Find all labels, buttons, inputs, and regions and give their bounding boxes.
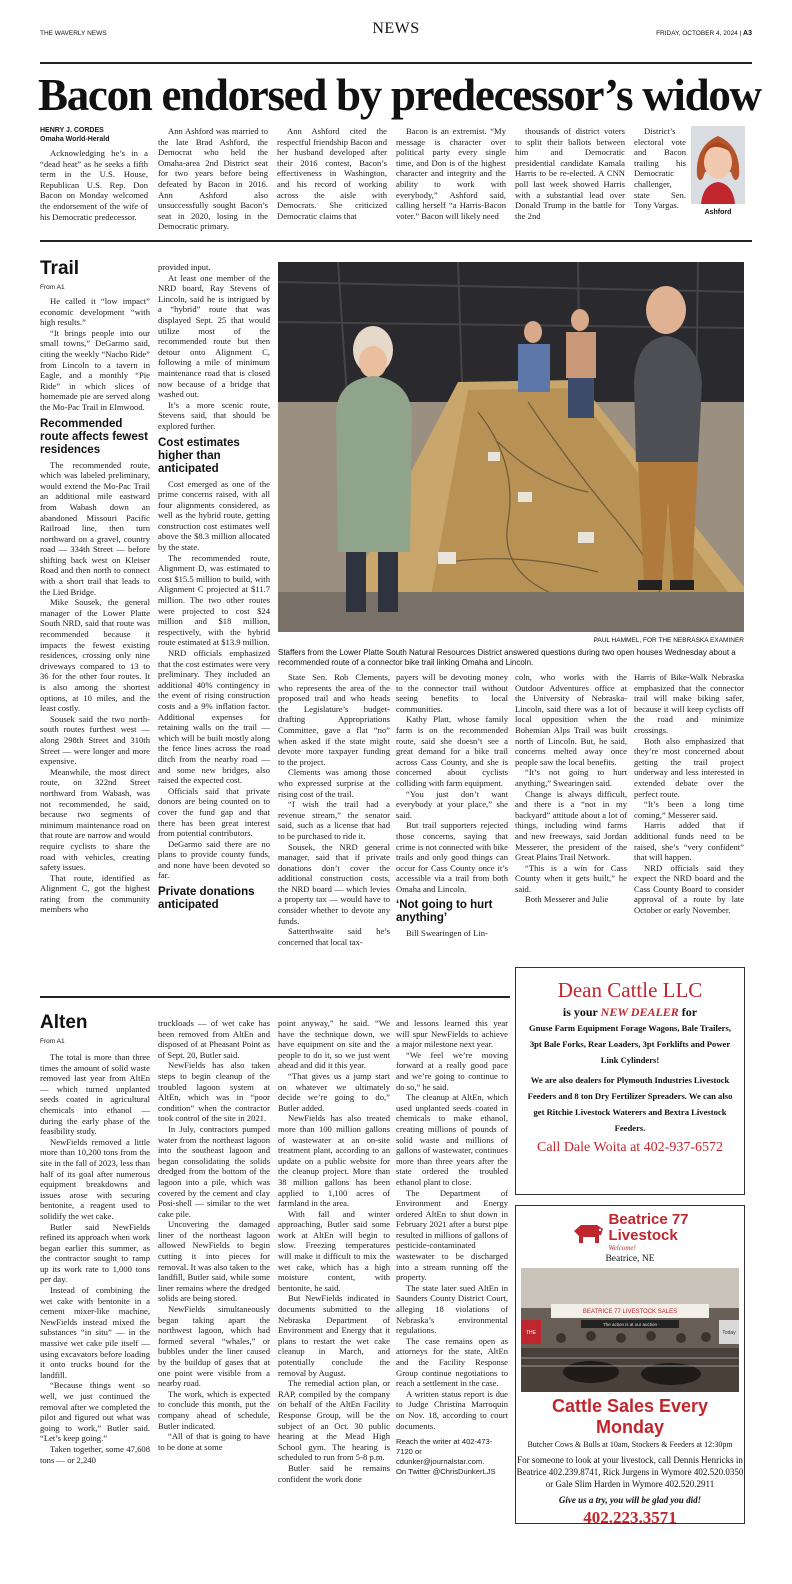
paragraph: Meanwhile, the most direct route, on 322nd Street northward from Wabash, was not recommended, he said, because two segments of minimum maintenance road on that route are narrow and would require cyclists to share the road with vehicles, creating safety issues. xyxy=(40,766,150,873)
paragraph: Harris of Bike-Walk Nebraska emphasized that the connector trail will make biking safer, because it will keep cyclists off the road and minimize crossings. xyxy=(634,672,744,735)
ad-title: Dean Cattle LLC xyxy=(557,978,703,1002)
byline-author: HENRY J. CORDES xyxy=(40,127,104,134)
paragraph: Ann Ashford was married to the late Brad Ashford, the Democrat who held the Omaha-area 2nd District seat for two years before being defeated by Bacon in 2016. Ann Ashford also unsuccessfully sought Bacon’s seat in 2020, losing in the Democratic primary. xyxy=(158,126,268,232)
paragraph: Cost emerged as one of the prime concerns raised, with all four alignments considered, as well as the hybrid route, getting construction cost estimates well above the $8.3 million allocated by the state. xyxy=(158,478,270,553)
paragraph: NewFields removed a little more than 10,200 tons from the site in the fall of 2023, less than half of its goal after numerous equipment breakdowns and issues arose with securing bentonite, a reagent used to solidify the wet cake. xyxy=(40,1136,150,1221)
paragraph: provided input. xyxy=(158,262,211,272)
paragraph: and lessons learned this year will spur NewFields to achieve a major milestone next year. xyxy=(396,1018,508,1050)
paragraph: Both Messerer and Julie xyxy=(525,894,609,905)
bacon-col-2 xyxy=(158,126,268,236)
trail-col-3 xyxy=(278,672,390,964)
barn-sign-text: BEATRICE 77 LIVESTOCK SALES xyxy=(582,1309,678,1315)
ad-brand-2: Livestock xyxy=(608,1227,678,1244)
paragraph: The cleanup at AltEn, which used unplanted seeds coated in chemicals to make ethanol, creating millions of pounds of solid waste and millions of gallons of wastewater, continues more than three years after the state ordered the troubled ethanol plant to close. xyxy=(396,1092,508,1187)
paragraph: “That gives us a jump start on whatever we ultimately decide we’re going to do,” Butler added. xyxy=(278,1070,390,1113)
trail-col-6 xyxy=(634,672,744,964)
trail-col-2 xyxy=(158,262,270,964)
contact-info xyxy=(396,1437,508,1477)
paragraph: “All of that is going to have to be done at some xyxy=(158,1431,270,1452)
sale-barn-image xyxy=(521,1268,739,1392)
bacon-col-3 xyxy=(277,126,387,236)
paragraph: “We feel we’re moving forward at a really good pace and we’re going to continue to do so,” he said. xyxy=(396,1049,508,1092)
paragraph: Officials said that private donors are being counted on to cover the fund gap and that there has been great interest from potential contributors. xyxy=(158,785,270,839)
ad-dealer-line: is your NEW DEALER for xyxy=(562,1005,698,1019)
trail-col-4 xyxy=(396,672,508,964)
contact-email: Reach the writer at 402-473-7120 or cdunker@journalstar.com. xyxy=(396,1437,493,1467)
beatrice-livestock-ad[interactable] xyxy=(515,1205,745,1524)
paragraph: State Sen. Rob Clements, who represents the area of the proposed trail and who heads the Legislature’s budget-drafting Appropriations Committee, gave a flat “no” when asked if the state might devote more taxpayer funding to the project. xyxy=(278,672,390,767)
paragraph: “It brings people into our small towns,” DeGarmo said, citing the weekly “Nacho Ride” from Lincoln to a tavern in Eagle, and a monthly “Pie Ride” in which slices of homemade pie are served along the Mo-Pac Trail in Elmwood. xyxy=(40,327,150,412)
paragraph: Sousek said the two north-south routes furthest west — along 298th Street and 310th Street — were longer and more expensive. xyxy=(40,713,150,767)
bacon-col-5 xyxy=(515,126,625,236)
paper-name: THE WAVERLY NEWS xyxy=(40,30,107,37)
paragraph: “This is a win for Cass County when it gets built,” he said. xyxy=(515,862,627,894)
paragraph: NewFields has also taken steps to begin cleanup of the troubled lagoon system at AltEn, which was in “poor condition” when the contractor took control of the site in 2021. xyxy=(158,1060,270,1124)
paragraph: point anyway,” he said. “We have the technique down, we have equipment on site and the people to do it, so we just went ahead and did it this year. xyxy=(278,1018,390,1071)
barn-side-left-text: THE xyxy=(526,1330,536,1336)
paragraph: A written status report is due to Judge Christina Marroquin on Nov. 18, according to court documents. xyxy=(396,1388,508,1431)
ad-contacts: For someone to look at your livestock, call Dennis Henricks in Beatrice 402.239.8741, Rick Jurgens in Wymore 402.520.0350 or Gale Slim Harden in Wymore 402.520.2911 xyxy=(516,1455,744,1489)
dean-cattle-ad[interactable] xyxy=(515,967,745,1195)
paragraph: Bill Swearingen of Lin- xyxy=(406,928,488,939)
paragraph: But trail supporters rejected those concerns, saying that crime is not connected with bike trails and only good things can occur for Cass County once it’s accessible via a trail from both Omaha and Lincoln. xyxy=(396,820,508,894)
masthead xyxy=(40,20,752,44)
ad-city: Beatrice, NE xyxy=(605,1254,655,1264)
paragraph: With fall and winter approaching, Butler said some work at AltEn will begin to slow. Freezing temperatures will make it difficult to mix the wet cake, which has a high moisture content, with bentonite, he said. xyxy=(278,1208,390,1293)
paragraph: Mike Sousek, the general manager of the Lower Platte South NRD, said that route was recommended because it impacts the fewest existing residences, crossing only nine driveways compared to 13 to 36 for the other four routes. It is also among the shortest options, at 10 miles, and the least costly. xyxy=(40,597,150,714)
paragraph: Bacon is an extremist. “My message is character over political party every single time, and Don is of the highest character and integrity and the ability to work with everybody,” Ashford said, calling herself “a Harris-Bacon voter.” Bacon will likely need xyxy=(396,126,506,221)
section-rule xyxy=(40,240,752,242)
paragraph: Change is always difficult, and there is a “not in my backyard” attitude about a lot of things, including wind farms and new freeways, said Jordan Messerer, the president of the Great Plains Trail Network. xyxy=(515,788,627,863)
paragraph: Sousek, the NRD general manager, said that if private donations don’t cover the additional construction costs, the NRD board — which levies a property tax — would have to consider whether to devote any funds. xyxy=(278,841,390,926)
alten-rule xyxy=(40,996,510,998)
trail-col-1 xyxy=(40,296,150,964)
ad-phone: 402.223.3571 xyxy=(583,1508,677,1524)
trail-from: From A1 xyxy=(40,284,65,291)
section-name: NEWS xyxy=(372,20,420,37)
paragraph: “I wish the trail had a revenue stream,” the senator said, such as a license that had to be purchased to ride it. xyxy=(278,799,390,841)
paragraph: NewFields simultaneously began taking apart the northwest lagoon, which had formed several “whales,” or bubbles under the liner caused by the buildup of gases that at one point were visible from a nearby road. xyxy=(158,1304,270,1389)
paragraph: Taken together, some 47,608 tons — or 2,240 xyxy=(40,1443,150,1465)
paragraph: Acknowledging he’s in a “dead heat” as he seeks a fifth term in the U.S. House, Republican U.S. Rep. Don Bacon on Monday welcomed the endorsement of the wife of his Democratic predecessor. xyxy=(40,148,148,222)
paragraph: Clements was among those who expressed surprise at the rising cost of the trail. xyxy=(278,767,390,799)
paragraph: Both also emphasized that they’re most concerned about getting the trail project underway and less interested in extended debate over the perfect route. xyxy=(634,735,744,799)
paragraph: Ann Ashford cited the respectful friendship Bacon and her husband developed after their 2016 contest, Bacon’s effectiveness in Washington, and his record of working across the aisle with Democrats. She criticized Democratic claims that xyxy=(277,126,387,221)
paragraph: NewFields has also treated more than 100 million gallons of wastewater at an on-site treatment plant, according to an update on a public website for the cleanup project. More than 38 million gallons has been applied to 1,100 acres of farmland in the area. xyxy=(278,1113,390,1209)
paragraph: He called it “low impact” economic development “with high results.” xyxy=(40,296,150,328)
paragraph: “It’s not going to hurt anything,” Swearingen said. xyxy=(515,767,627,788)
alten-section-head: Alten xyxy=(40,1012,88,1033)
bacon-col-6 xyxy=(634,126,686,236)
date-page: FRIDAY, OCTOBER 4, 2024 | A3 xyxy=(656,30,752,37)
ad-products: Gnuse Farm Equipment Forage Wagons, Bale Trailers, 3pt Bale Forks, Rear Loaders, 3pt Forklifts and Power Link Cylinders! xyxy=(529,1023,731,1065)
paragraph: NRD officials said they expect the NRD board and the Cass County Board to consider approval of a route by late October or early November. xyxy=(634,862,744,916)
ad-schedule: Butcher Cows & Bulls at 10am, Stockers & Feeders at 12:30pm xyxy=(527,1440,733,1449)
photo-credit: PAUL HAMMEL, FOR THE NEBRASKA EXAMINER xyxy=(593,637,744,644)
portrait-label: Ashford xyxy=(704,209,732,216)
paragraph: The state later sued AltEn in Saunders County District Court, alleging 18 violations of Nebraska’s environmental regulations. xyxy=(396,1282,508,1336)
paragraph: “Because things went so well, we just continued the removal after we completed the pilot and figured out what was going to work,” Butler said. “Let’s keep going.” xyxy=(40,1380,150,1444)
alten-col-1 xyxy=(40,1052,150,1542)
alten-col-3 xyxy=(278,1018,390,1542)
paragraph: But NewFields indicated in documents submitted to the Nebraska Department of Environment and Energy that it plans to restart the wet cake cleanup in March, and potentially conclude the removal by August. xyxy=(278,1293,390,1378)
ad-banner: Cattle Sales Every Monday xyxy=(551,1396,709,1437)
paragraph: The recommended route, Alignment D, was estimated to cost $15.5 million to build, with Alignment C projected at $11.7 million. The two other routes were projected to cost $24 million and $18 million, respectively, with the hybrid route estimated at $13.9 million. xyxy=(158,552,270,648)
paragraph: District’s electoral vote and Bacon trailing his Democratic challenger, state Sen. Tony Vargas. xyxy=(634,126,686,211)
paragraph: Harris added that if additional funds need to be raised, she’s “very confident” that will happen. xyxy=(634,820,744,863)
paragraph: truckloads — of wet cake has been removed from AltEn and disposed of at Pheasant Point as of Sept. 20, Butler said. xyxy=(158,1018,270,1060)
paragraph: Butler said NewFields refined its approach when work began earlier this summer, as the contractor sought to ramp up its work rate to 1,000 tons per day. xyxy=(40,1221,150,1285)
ad-brand-1: Beatrice 77 xyxy=(608,1211,689,1228)
headline: Bacon endorsed by predecessor’s widow xyxy=(38,70,761,120)
paragraph: The total is more than three times the amount of solid waste removed last year from AltEn — which turned unplanted seeds coated in agricultural chemicals into ethanol — during the early phase of the feasibility study. xyxy=(40,1052,150,1137)
paragraph: It’s a more scenic route, Stevens said, that should be explored further. xyxy=(158,399,270,431)
trail-section-head: Trail xyxy=(40,258,80,279)
trail-col-5 xyxy=(515,672,627,964)
trail-photo-image xyxy=(278,262,744,632)
subhead-cost: Cost estimates higher than anticipated xyxy=(158,436,240,475)
alten-col-2 xyxy=(158,1018,270,1542)
ad-tagline: Give us a try, you will be glad you did! xyxy=(558,1495,702,1505)
ad-welcome: Welcome! xyxy=(608,1244,636,1252)
paragraph: The case remains open as attorneys for the state, AltEn and the Facility Response Group continue negotiations to reach a settlement in the case. xyxy=(396,1335,508,1389)
paragraph: Butler said he remains confident the work done xyxy=(278,1462,390,1484)
portrait-image xyxy=(691,126,745,204)
paragraph: In July, contractors pumped water from the northeast lagoon into the southeast lagoon and began consolidating the solids dredged from the bottom of the lagoon into a pile, which was covered by the cement and clay Posi-shell — similar to the wet cake pile. xyxy=(158,1123,270,1219)
bacon-col-1 xyxy=(40,126,148,236)
masthead-rule xyxy=(40,62,752,64)
paragraph: NRD officials emphasized that the cost estimates were very preliminary. They included an additional 40% contingency in the event of rising construction costs and a 9% inflation factor. Additional expenses for retaining walls on the trail — which will be built mostly along the fence lines across the road ditch from the nearby road — and some new bridges, also raised the expected cost. xyxy=(158,648,270,786)
cow-icon xyxy=(571,1219,605,1245)
paragraph: thousands of district voters to split their ballots between him and Democratic presidential candidate Kamala Harris to be re-elected. A CNN poll last week showed Harris with a substantial lead over Donald Trump in the battle for the 2nd xyxy=(515,126,625,221)
trail-photo xyxy=(278,262,744,632)
ashford-portrait xyxy=(691,126,745,204)
bacon-col-4 xyxy=(396,126,506,236)
subhead-hurt: ‘Not going to hurt anything’ xyxy=(396,899,493,925)
paragraph: Kathy Platt, whose family farm is on the recommended route, said she doesn’t see a great demand for a bike trail across Cass County, and she is concerned about cyclists colliding with farm equipment. xyxy=(396,714,508,788)
ad-call: Call Dale Woita at 402-937-6572 xyxy=(536,1140,724,1155)
alten-from: From A1 xyxy=(40,1038,65,1045)
photo-caption: Staffers from the Lower Platte South Natural Resources District answered questions during two open houses Wednesday about a recommended route of a connector bike trail linking Omaha and Lincoln. xyxy=(278,648,736,667)
subhead-route: Recommended route affects fewest residences xyxy=(40,417,149,456)
paragraph: “You just don’t want everybody at your place,” she said. xyxy=(396,788,508,820)
paragraph: payers will be devoting money to the connector trail without seeing benefits to local communities. xyxy=(396,672,508,714)
alten-col-4 xyxy=(396,1018,508,1542)
contact-twitter: On Twitter @ChrisDunkerLJS xyxy=(396,1467,496,1477)
paragraph: The work, which is expected to conclude this month, put the company ahead of schedule, Butler indicated. xyxy=(158,1388,270,1431)
paragraph: Uncovering the damaged liner of the northeast lagoon allowed NewFields to begin cutting it into pieces for removal. It was also taken to the landfill, Butler said, while some liner remains where the dredged solids are being stored. xyxy=(158,1219,270,1304)
ad-logo xyxy=(516,1212,744,1252)
sale-barn-photo xyxy=(521,1268,739,1392)
paragraph: Satterthwaite said he’s concerned that local tax- xyxy=(278,926,390,947)
paragraph: That route, identified as Alignment C, got the highest rating from the community members who xyxy=(40,872,150,915)
paragraph: DeGarmo said there are no plans to provide county funds, and none have been devoted so far. xyxy=(158,838,270,881)
subhead-donations: Private donations anticipated xyxy=(158,886,255,912)
barn-sign-subtext: The action is at our auction xyxy=(602,1322,658,1327)
paragraph: At least one member of the NRD board, Ray Stevens of Lincoln, said he is intrigued by a “hybrid” route that was displayed Sept. 25 that would utilize most of the recommended route but then detour onto Alignment C, following a mile of minimum maintenance road that is closed now because of a bridge that washed out. xyxy=(158,272,270,400)
paragraph: coln, who works with the Outdoor Adventures office at the University of Nebraska-Lincoln, said there was a lot of local opposition when the Bohemian Alps Trail was built north of Lincoln. But, he said, concerns melted away once people saw the local benefits. xyxy=(515,672,627,767)
paragraph: The recommended route, which was labeled preliminary, would extend the Mo-Pac Trail an additional mile eastward from Wabash down an abandoned Missouri Pacific Railroad line, then turn northward on a gravel, country road — 334th Street — before shifting back west on Kleiser Road and then north to connect with a short trail that leads to the Lied Bridge. xyxy=(40,459,150,597)
paragraph: The Department of Environment and Energy ordered AltEn to shut down in February 2021 after a burst pipe resulted in millions of gallons of pesticide-contaminated wastewater to be discharged into a stream running off the property. xyxy=(396,1187,508,1283)
paragraph: Instead of combining the wet cake with bentonite in a cement mixer-like machine, NewFields instead mixed the substances “in situ” — in the massive wet cake pile itself — using excavators before loading it onto trucks bound for the landfill. xyxy=(40,1285,150,1380)
byline-org: Omaha World-Herald xyxy=(40,136,110,143)
barn-side-right-text: Today xyxy=(722,1330,736,1336)
paragraph: “It’s been a long time coming,” Messerer said. xyxy=(634,799,744,820)
paragraph: The remedial action plan, or RAP, compiled by the company on behalf of the AltEn Facility Response Group, will be the subject of an Oct. 30 public hearing at the Mead High School gym. The hearing is scheduled to run from 5-8 p.m. xyxy=(278,1378,390,1463)
ad-dealers: We are also dealers for Plymouth Industries Livestock Feeders and 8 ton Dry Fertilizer Spreaders. We can also get Ritchie Livestock Waterers and Bextra Livestock Feeders. xyxy=(527,1075,733,1133)
